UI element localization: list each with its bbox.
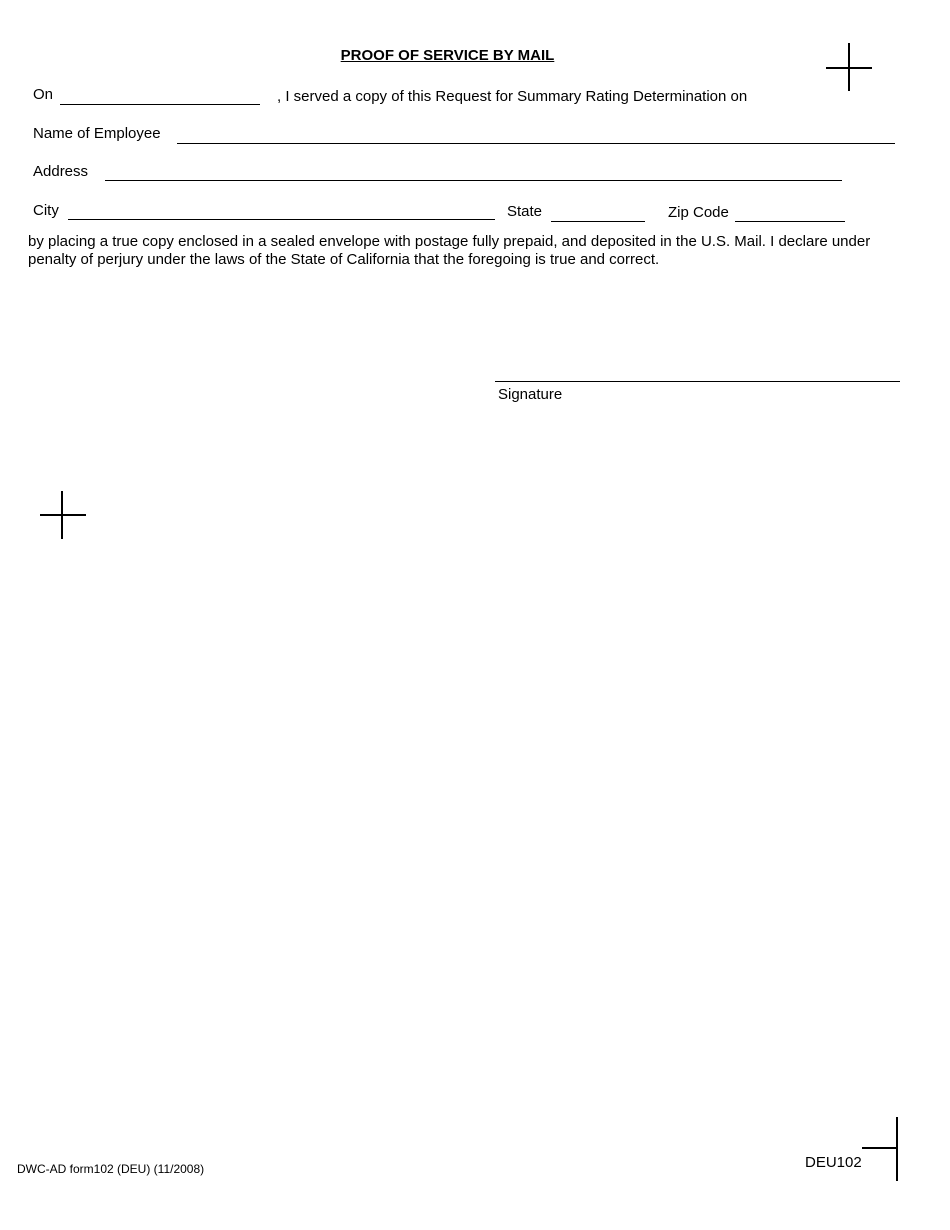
declaration-text: by placing a true copy enclosed in a sealed envelope with postage fully prepaid, and deposited in the U.S. Mail. I declare under penalty of perjury under the laws of the State of California that the foregoing is true and correct. [28,233,871,268]
registration-mark-bottom-right-h [862,1147,897,1149]
form-code: DEU102 [805,1154,862,1171]
registration-mark-bottom-right [896,1117,898,1181]
form-id: DWC-AD form102 (DEU) (11/2008) [17,1162,205,1176]
address-label: Address [33,163,89,180]
city-label: City [33,202,59,219]
address-input[interactable] [105,162,842,181]
zip-code-input[interactable] [735,203,845,222]
page-title: PROOF OF SERVICE BY MAIL [340,47,555,64]
employee-name-input[interactable] [177,125,895,144]
date-served-input[interactable] [60,86,260,105]
employee-label: Name of Employee [33,125,161,142]
city-input[interactable] [68,201,495,220]
zip-label: Zip Code [668,204,729,221]
signature-label: Signature [498,386,563,403]
registration-mark-top-right-h [826,67,872,69]
served-text: , I served a copy of this Request for Summary Rating Determination on [277,88,748,105]
state-input[interactable] [551,203,645,222]
state-label: State [507,203,543,220]
registration-mark-left-h [40,514,86,516]
signature-input[interactable] [495,363,900,382]
on-label: On [33,86,54,103]
